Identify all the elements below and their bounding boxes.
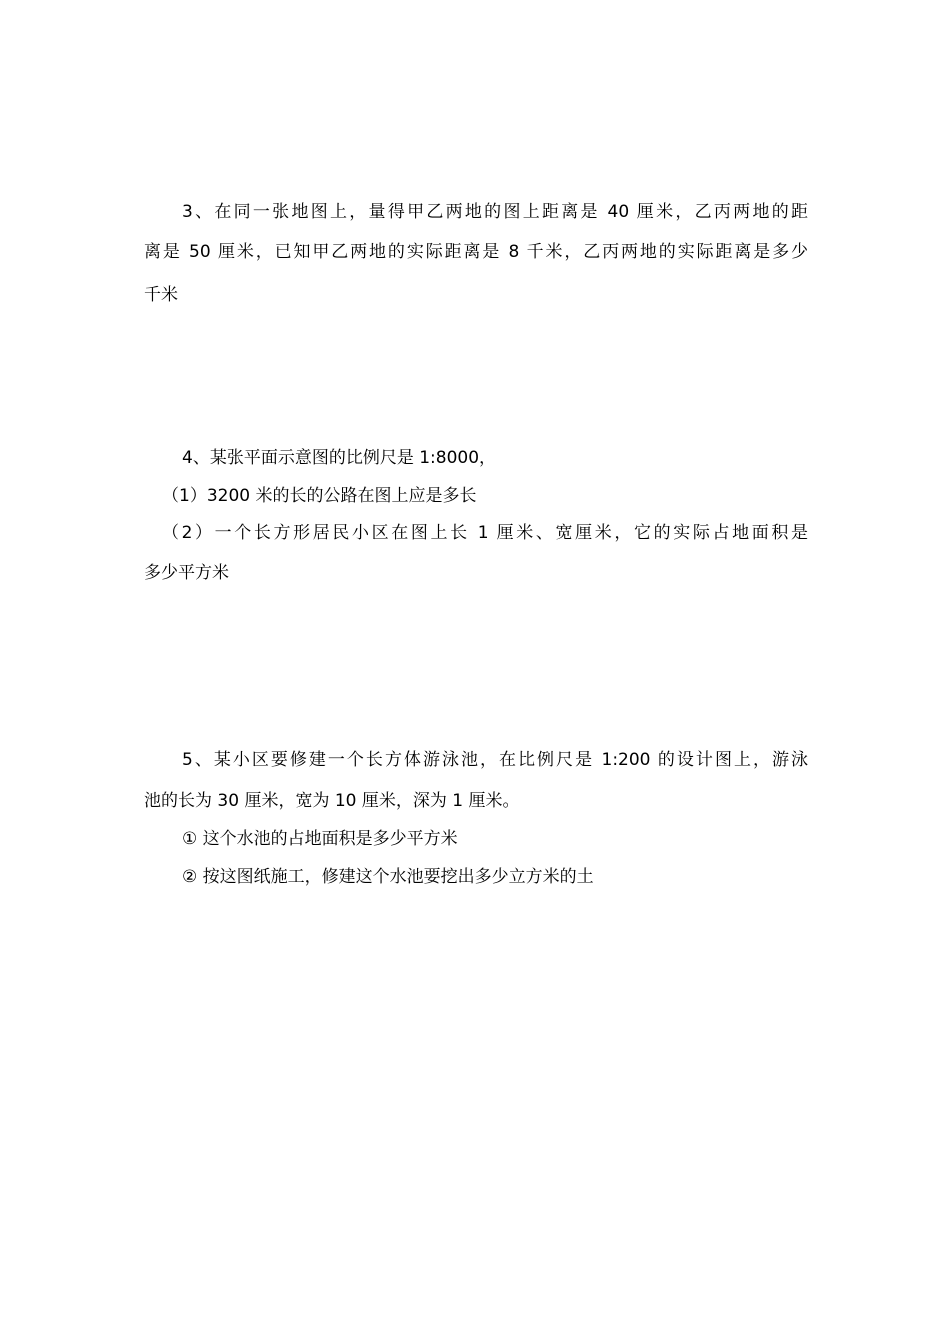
problem-4-subquestion-2-line-1: （2）一个长方形居民小区在图上长 1 厘米、宽厘米，它的实际占地面积是 <box>162 523 808 543</box>
problem-5-line-2: 池的长为 30 厘米，宽为 10 厘米，深为 1 厘米。 <box>144 791 520 811</box>
problem-5-question-1: ① 这个水池的占地面积是多少平方米 <box>182 829 458 849</box>
problem-5-line-1: 5、某小区要修建一个长方体游泳池，在比例尺是 1:200 的设计图上，游泳 <box>182 750 808 770</box>
problem-3-line-3: 千米 <box>144 285 178 305</box>
problem-4-subquestion-2-line-2: 多少平方米 <box>144 563 229 583</box>
problem-5-question-2: ② 按这图纸施工，修建这个水池要挖出多少立方米的土 <box>182 867 594 887</box>
problem-4-line-1: 4、某张平面示意图的比例尺是 1:8000， <box>182 448 497 468</box>
problem-3-line-1: 3、在同一张地图上，量得甲乙两地的图上距离是 40 厘米，乙丙两地的距 <box>182 202 808 222</box>
problem-3-line-2: 离是 50 厘米，已知甲乙两地的实际距离是 8 千米，乙丙两地的实际距离是多少 <box>144 242 808 262</box>
problem-4-subquestion-1: （1）3200 米的长的公路在图上应是多长 <box>162 486 477 506</box>
